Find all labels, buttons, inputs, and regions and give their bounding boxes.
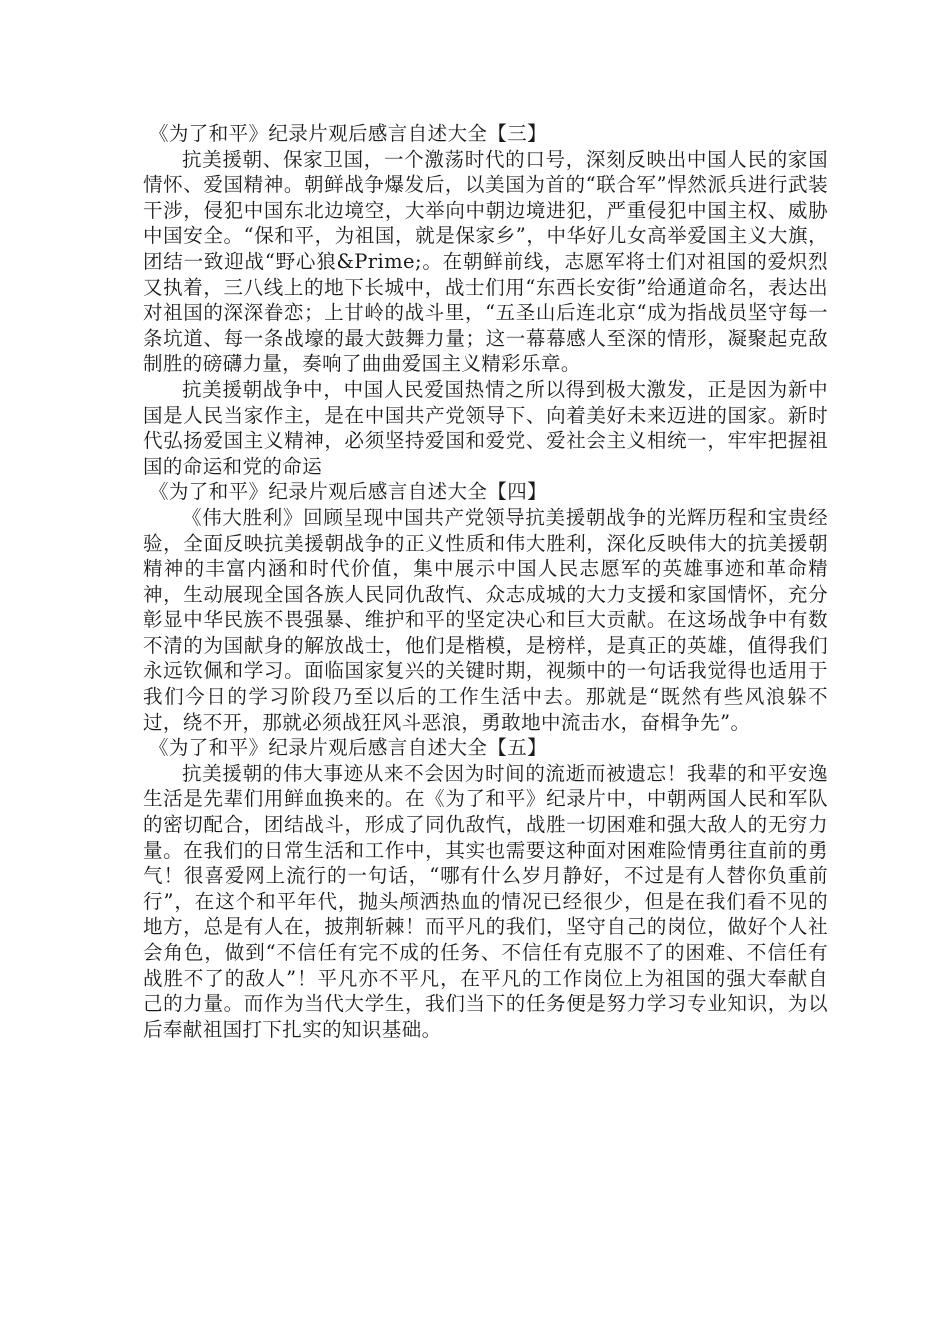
section-title: 《为了和平》纪录片观后感言自述大全【四】	[149, 480, 548, 504]
section-five	[143, 735, 828, 1042]
paragraph: 抗美援朝、保家卫国，一个激荡时代的口号，深刻反映出中国人民的家国情怀、爱国精神。朝鲜战争爆发后，以美国为首的“联合军”悍然派兵进行武装干涉，侵犯中国东北边境空，大举向中朝边境进犯，严重侵犯中国主权、威胁中国安全。“保和平，为祖国，就是保家乡”，中华好儿女高举爱国主义大旗，团结一致迎战“野心狼&Prime;。在朝鲜前线，志愿军将士们对祖国的爱炽烈又执着，三八线上的地下长城中，战士们用“东西长安街”给通道命名，表达出对祖国的深深眷恋；上甘岭的战斗里，“五圣山后连北京“成为指战员坚守每一条坑道、每一条战壕的最大鼓舞力量；这一幕幕感人至深的情形，凝聚起克敌制胜的磅礴力量，奏响了曲曲爱国主义精彩乐章。	[143, 147, 828, 376]
paragraph: 抗美援朝战争中，中国人民爱国热情之所以得到极大激发，正是因为新中国是人民当家作主，是在中国共产党领导下、向着美好未来迈进的国家。新时代弘扬爱国主义精神，必须坚持爱国和爱党、爱社会主义相统一，牢牢把握祖国的命运和党的命运	[143, 377, 828, 478]
section-title: 《为了和平》纪录片观后感言自述大全【五】	[149, 736, 548, 760]
section-four	[143, 479, 828, 735]
section-title: 《为了和平》纪录片观后感言自述大全【三】	[149, 122, 548, 145]
paragraph: 抗美援朝的伟大事迹从来不会因为时间的流逝而被遗忘！我辈的和平安逸生活是先辈们用鲜血换来的。在《为了和平》纪录片中，中朝两国人民和军队的密切配合，团结战斗，形成了同仇敌忾，战胜一切困难和强大敌人的无穷力量。在我们的日常生活和工作中，其实也需要这种面对困难险情勇往直前的勇气！很喜爱网上流行的一句话，“哪有什么岁月静好，不过是有人替你负重前行”，在这个和平年代，抛头颅洒热血的情况已经很少，但是在我们看不见的地方，总是有人在，披荆斩棘！而平凡的我们，坚守自己的岗位，做好个人社会角色，做到“不信任有完不成的任务、不信任有克服不了的困难、不信任有战胜不了的敌人”！平凡亦不平凡，在平凡的工作岗位上为祖国的强大奉献自己的力量。而作为当代大学生，我们当下的任务便是努力学习专业知识，为以后奉献祖国打下扎实的知识基础。	[143, 761, 828, 1041]
document-page	[143, 121, 828, 1042]
section-three	[143, 121, 828, 479]
paragraph: 《伟大胜利》回顾呈现中国共产党领导抗美援朝战争的光辉历程和宝贵经验，全面反映抗美援朝战争的正义性质和伟大胜利，深化反映伟大的抗美援朝精神的丰富内涵和时代价值，集中展示中国人民志愿军的英雄事迹和革命精神，生动展现全国各族人民同仇敌忾、众志成城的大力支援和家国情怀，充分彰显中华民族不畏强暴、维护和平的坚定决心和巨大贡献。在这场战争中有数不清的为国献身的解放战士，他们是楷模，是榜样，是真正的英雄，值得我们永远钦佩和学习。面临国家复兴的关键时期，视频中的一句话我觉得也适用于我们今日的学习阶段乃至以后的工作生活中去。那就是“既然有些风浪躲不过，绕不开，那就必须战狂风斗恶浪，勇敢地中流击水，奋楫争先”。	[143, 505, 828, 734]
